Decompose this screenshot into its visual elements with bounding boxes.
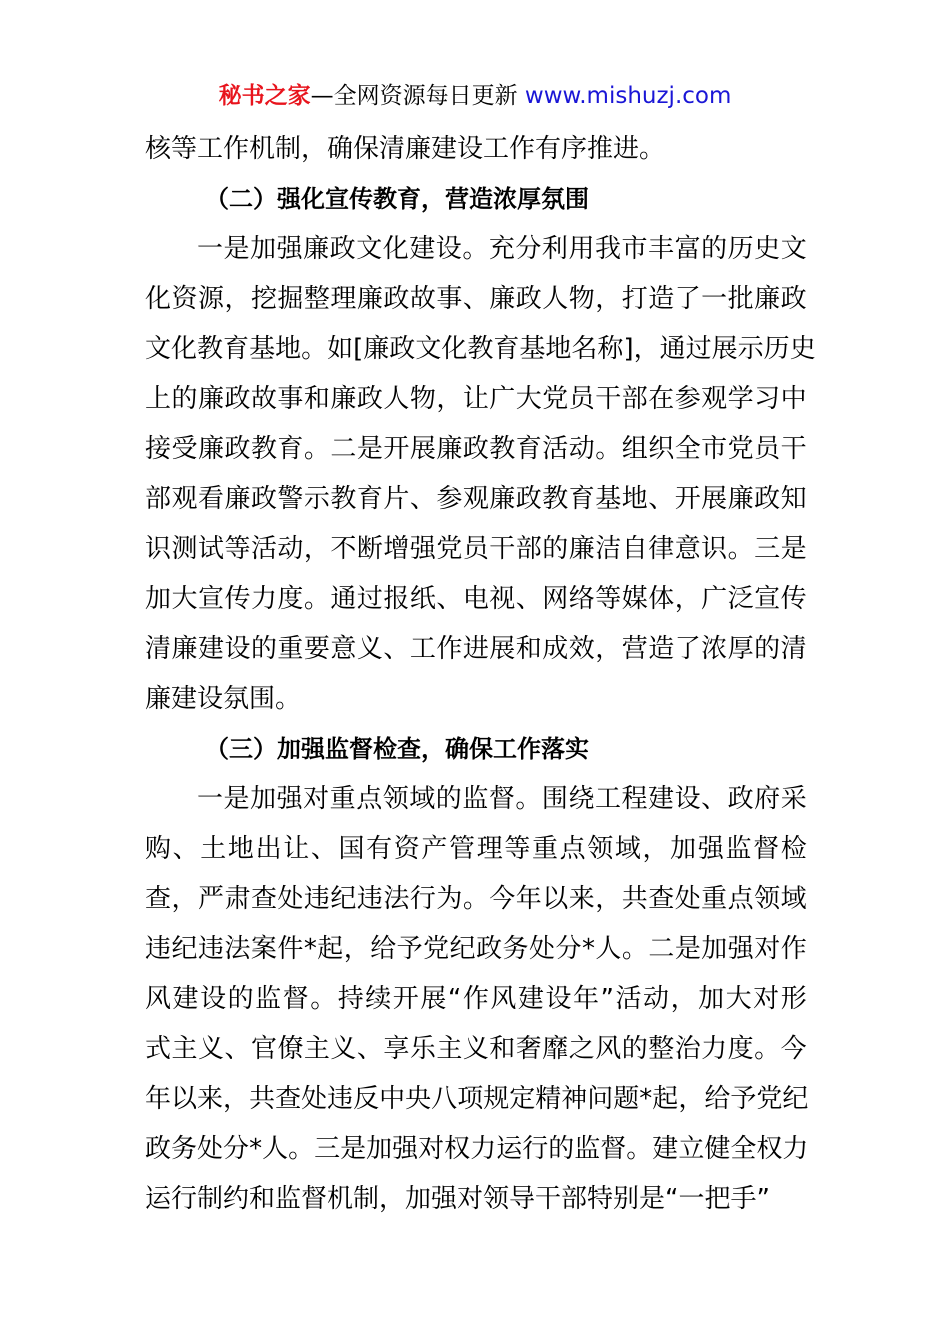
section-heading: （三）加强监督检查，确保工作落实 xyxy=(205,735,589,763)
text-line: 政 务 处 分 * 人 。 三 是 加 强 对 权 力 运 行 的 监 督 。 建 立 健 全 权 力 xyxy=(145,1134,809,1164)
text-line: 一 是 加 强 廉 政 文 化 建 设 。 充 分 利 用 我 市 丰 富 的 历 史 文 xyxy=(197,234,807,264)
text-line: 识 测 试 等 活 动 ， 不 断 增 强 党 员 干 部 的 廉 洁 自 律 意 识 。 三 是 xyxy=(145,534,807,564)
text-line: 一 是 加 强 对 重 点 领 域 的 监 督 。 围 绕 工 程 建 设 、 政 府 采 xyxy=(197,784,807,814)
text-line: 清 廉 建 设 的 重 要 意 义 、 工 作 进 展 和 成 效 ， 营 造 了 浓 厚 的 清 xyxy=(145,634,807,664)
text-line: 加 大 宣 传 力 度 。 通 过 报 纸 、 电 视 、 网 络 等 媒 体 ， 广 泛 宣 传 xyxy=(145,584,807,614)
document-body xyxy=(145,124,816,1224)
text-line: 文 化 教 育 基 地 。 如 [ 廉 政 文 化 教 育 基 地 名 称 ] ， 通 过 展 示 历 史 xyxy=(145,334,816,364)
text-line: 风 建 设 的 监 督 。 持 续 开 展 “ 作 风 建 设 年 ” 活 动 ， 加 大 对 形 xyxy=(145,984,807,1014)
brand-name: 秘书之家 xyxy=(218,83,311,109)
text-line: 年 以 来 ， 共 查 处 违 反 中 央 八 项 规 定 精 神 问 题 * 起 ， 给 予 党 纪 xyxy=(145,1084,809,1114)
paragraph xyxy=(145,124,807,174)
text-line: 核等工作机制，确保清廉建设工作有序推进。 xyxy=(145,134,666,164)
section-heading: （二）强化宣传教育，营造浓厚氛围 xyxy=(205,185,589,213)
text-line: 上 的 廉 政 故 事 和 廉 政 人 物 ， 让 广 大 党 员 干 部 在 参 观 学 习 中 xyxy=(145,384,807,414)
paragraph xyxy=(145,774,807,1224)
site-url: www.mishuzj.com xyxy=(524,83,732,109)
text-line: 式 主 义 、 官 僚 主 义 、 享 乐 主 义 和 奢 靡 之 风 的 整 治 力 度 。 今 xyxy=(145,1034,807,1064)
page-header xyxy=(0,80,950,112)
text-line: 运行制约和监督机制，加强对领导干部特别是“一把手” xyxy=(145,1184,770,1214)
text-line: 接 受 廉 政 教 育 。 二 是 开 展 廉 政 教 育 活 动 。 组 织 全 市 党 员 干 xyxy=(145,434,807,464)
text-line: 廉建设氛围。 xyxy=(145,684,302,714)
text-line: 部 观 看 廉 政 警 示 教 育 片 、 参 观 廉 政 教 育 基 地 、 开 展 廉 政 知 xyxy=(145,484,807,514)
text-line: 化 资 源 ， 挖 掘 整 理 廉 政 故 事 、 廉 政 人 物 ， 打 造 了 一 批 廉 政 xyxy=(145,284,807,314)
text-line: 购 、 土 地 出 让 、 国 有 资 产 管 理 等 重 点 领 域 ， 加 强 监 督 检 xyxy=(145,834,807,864)
text-line: 查 ， 严 肃 查 处 违 纪 违 法 行 为 。 今 年 以 来 ， 共 查 处 重 点 领 域 xyxy=(145,884,807,914)
text-line: 违 纪 违 法 案 件 * 起 ， 给 予 党 纪 政 务 处 分 * 人 。 二 是 加 强 对 作 xyxy=(145,934,807,964)
paragraph xyxy=(145,224,816,724)
header-slogan: —全网资源每日更新 xyxy=(310,83,518,109)
